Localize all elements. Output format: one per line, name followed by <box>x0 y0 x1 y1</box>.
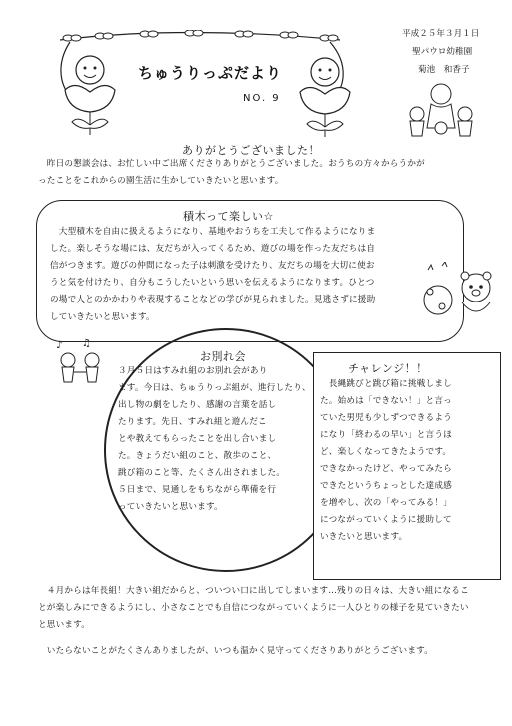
blocks-body: 大型積木を自由に扱えるようになり、基地やおうちを工夫して作るようになりま した。楽しそうな場には、友だちが入ってくるため、遊びの場を作った友だちは自 信がつきます。遊びの仲間になった子は刺激を受けたり、友だちの場を大切に使お うと気を付けたり、自分もこうしたいという思いを伝えるようになります。ひとつ の場で人とのかかわりや表現することなどの学びが見られました。見逃さずに援助 していきたいと思います。 <box>50 227 376 322</box>
farewell-body: ３月５日はすみれ組のお別れ会があり ます。今日は、ちゅうりっぷ組が、進行したり、 出し物の劇をしたり、感謝の言葉を話し たります。先日、すみれ組と遊んだこ とや教えてもらったことを出し合いまし た。きょうだい組のこと、散歩のこと、 跳び箱のこと等、たくさん出されました。 ５日まで、見通しをもちながら準備を行 っていきたいと思います。 <box>118 366 311 512</box>
svg-text:♫: ♫ <box>82 338 91 349</box>
challenge-body: 長縄跳びと跳び箱に挑戦しまし た。始めは「できない！」と言っ ていた男児も少しずつできるよう になり「終わるの早い」と言うほ ど、楽しくなってきたようです。 できなかったけど、やってみたら できたというちょっとした達成感 を増やし、次の「やってみる！」 につながっていくように援助して いきたいと思います。 <box>320 379 452 542</box>
issue-date: 平成２５年３月１日 <box>402 29 480 39</box>
children-music-illustration <box>52 336 114 386</box>
closing-body: ４月からは年長組！大きい組だからと、ついつい口に出してしまいます…残りの日々は、大きい組になるこ とが楽しみにできるようにし、小さなことでも自信につながっていくように一人ひとりの様子を見ていきたい と思います。 <box>38 586 469 630</box>
kid-left-icon <box>65 56 115 135</box>
teacher-kids-illustration <box>405 80 477 140</box>
thanks-heading: ありがとうございました！ <box>182 144 320 157</box>
author-name: 菊池 和香子 <box>418 65 470 75</box>
school-name: 聖パウロ幼稚園 <box>412 47 473 57</box>
newsletter-title: ちゅうりっぷだより <box>138 64 283 82</box>
challenge-heading: チャレンジ！！ <box>348 362 428 375</box>
farewell-heading: お別れ会 <box>200 350 246 363</box>
header-illustration <box>40 30 380 140</box>
issue-number: NO. 9 <box>243 93 281 104</box>
closing-thanks: いたらないことがたくさんありましたが、いつも温かく見守ってくださりありがとうございます。 <box>38 646 434 656</box>
blocks-heading: 積木って楽しい☆ <box>183 210 274 223</box>
thanks-body: 昨日の懇談会は、お忙しい中ご出席くださりありがとうございました。おうちの方々からうかが ったことをこれからの園生活に生かしていきたいと思います。 <box>38 159 425 186</box>
svg-text:♪: ♪ <box>56 340 63 351</box>
bear-illustration <box>420 262 500 324</box>
